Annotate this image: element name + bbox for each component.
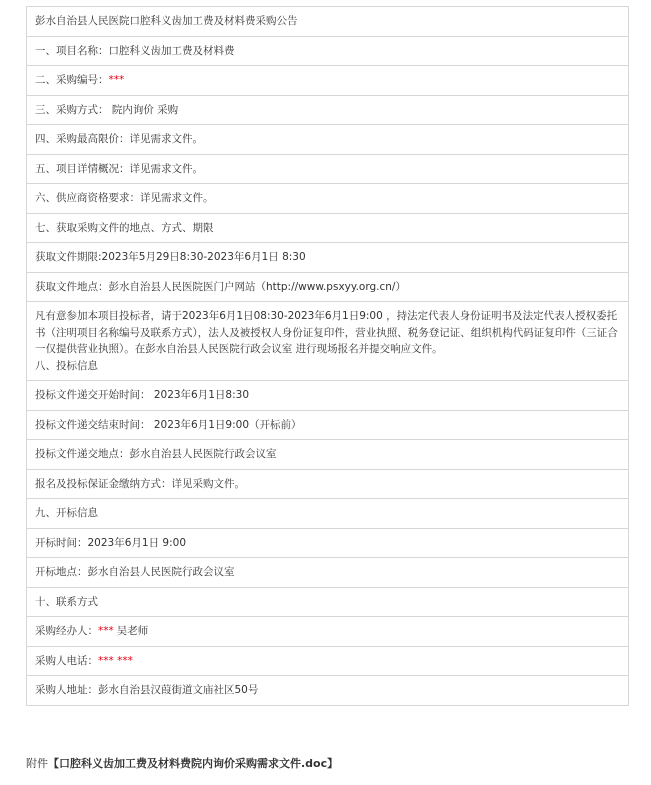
max-price: 四、采购最高限价：详见需求文件。 <box>27 125 629 155</box>
announcement-table <box>26 6 629 706</box>
table-row <box>27 440 629 470</box>
procurement-method: 三、采购方式： 院内询价 采购 <box>27 95 629 125</box>
table-row <box>27 272 629 302</box>
attachment-label: 附件 <box>26 757 48 770</box>
table-row <box>27 617 629 647</box>
table-row <box>27 528 629 558</box>
registration-instructions <box>27 302 629 381</box>
contact-person <box>27 617 629 647</box>
table-row <box>27 410 629 440</box>
table-row <box>27 558 629 588</box>
bid-opening-location: 开标地点：彭水自治县人民医院行政会议室 <box>27 558 629 588</box>
table-row <box>27 154 629 184</box>
bid-submission-start: 投标文件递交开始时间： 2023年6月1日8:30 <box>27 381 629 411</box>
section-obtain-documents: 七、获取采购文件的地点、方式、期限 <box>27 213 629 243</box>
contact-phone-label: 采购人电话： <box>35 654 98 667</box>
table-row <box>27 125 629 155</box>
contact-address: 采购人地址：彭水自治县汉葭街道文庙社区50号 <box>27 676 629 706</box>
contact-phone-value: *** *** <box>98 654 133 667</box>
bid-submission-end: 投标文件递交结束时间： 2023年6月1日9:00（开标前） <box>27 410 629 440</box>
section-contact: 十、联系方式 <box>27 587 629 617</box>
document-location: 获取文件地点：彭水自治县人民医院医门户网站（http://www.psxyy.org.cn/） <box>27 272 629 302</box>
contact-person-label: 采购经办人： <box>35 625 98 637</box>
bid-bond-payment: 报名及投标保证金缴纳方式：详见采购文件。 <box>27 469 629 499</box>
registration-text: 凡有意参加本项目投标者，请于2023年6月1日08:30-2023年6月1日9:00 ，持法定代表人身份证明书及法定代表人授权委托书（注明项目名称编号及联系方式），法人及被授权人身份证复印件，营业执照、税务登记证、组织机构代码证复印件（三证合一仅提供营业执照）。在彭水自治县人民医院行政会议室 进行现场报名并提交响应文件。 <box>35 310 618 355</box>
table-row <box>27 676 629 706</box>
table-row <box>27 36 629 66</box>
contact-phone <box>27 646 629 676</box>
table-row <box>27 646 629 676</box>
table-row <box>27 66 629 96</box>
contact-person-value: *** <box>98 625 114 637</box>
procurement-number-label: 二、采购编号： <box>35 74 109 86</box>
section-bid-opening: 九、开标信息 <box>27 499 629 529</box>
table-row <box>27 7 629 37</box>
table-row <box>27 95 629 125</box>
section-bidding-info: 八、投标信息 <box>35 359 98 372</box>
table-row <box>27 499 629 529</box>
procurement-number <box>27 66 629 96</box>
table-row <box>27 213 629 243</box>
table-row <box>27 587 629 617</box>
bid-opening-time: 开标时间：2023年6月1日 9:00 <box>27 528 629 558</box>
table-row <box>27 184 629 214</box>
attachment-line <box>26 756 338 772</box>
project-overview: 五、项目详情概况：详见需求文件。 <box>27 154 629 184</box>
project-name: 一、项目名称：口腔科义齿加工费及材料费 <box>27 36 629 66</box>
bid-submission-location: 投标文件递交地点：彭水自治县人民医院行政会议室 <box>27 440 629 470</box>
document-period: 获取文件期限:2023年5月29日8:30-2023年6月1日 8:30 <box>27 243 629 273</box>
table-row <box>27 243 629 273</box>
announcement-title: 彭水自治县人民医院口腔科义齿加工费及材料费采购公告 <box>27 7 629 37</box>
attachment-link[interactable]: 【口腔科义齿加工费及材料费院内询价采购需求文件.doc】 <box>48 757 339 770</box>
contact-person-name: 吴老师 <box>116 625 149 637</box>
procurement-number-value: *** <box>108 74 125 86</box>
table-row <box>27 469 629 499</box>
supplier-qualification: 六、供应商资格要求：详见需求文件。 <box>27 184 629 214</box>
table-row <box>27 381 629 411</box>
table-row <box>27 302 629 381</box>
